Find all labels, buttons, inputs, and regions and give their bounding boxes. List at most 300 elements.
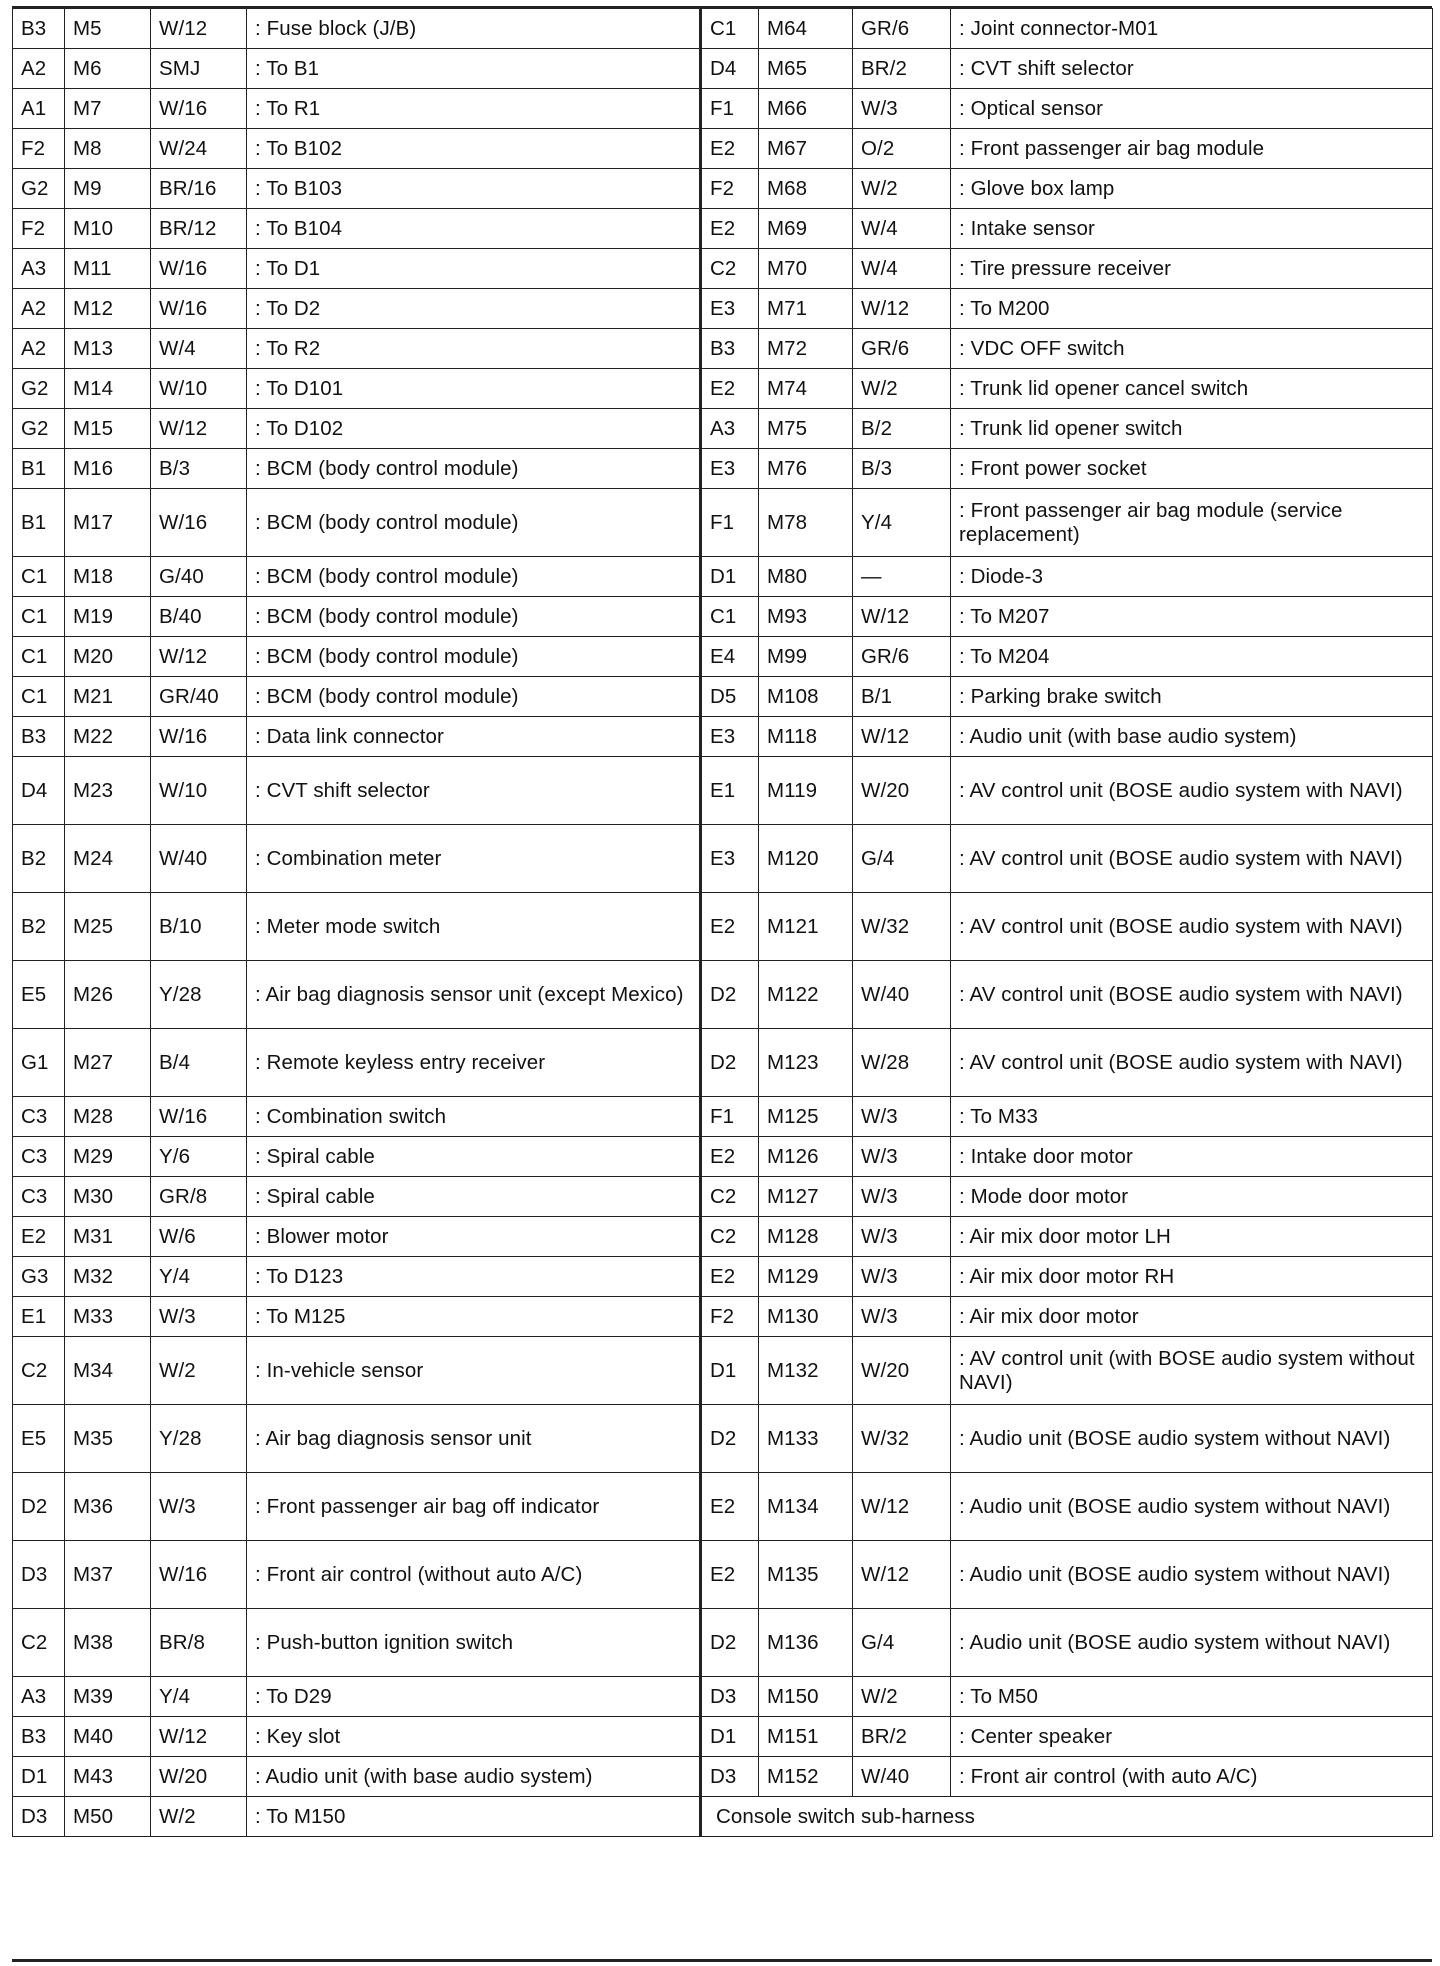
- left-connector-no-cell: M43: [65, 1757, 151, 1797]
- right-description-cell: : AV control unit (BOSE audio system with NAVI): [951, 825, 1433, 893]
- right-grid-ref-cell: F2: [701, 1297, 759, 1337]
- left-grid-ref-cell: B2: [13, 893, 65, 961]
- right-description-cell: : Air mix door motor RH: [951, 1257, 1433, 1297]
- left-grid-ref-cell: C3: [13, 1097, 65, 1137]
- right-color-pins-cell: G/4: [853, 825, 951, 893]
- right-description-cell: : To M200: [951, 289, 1433, 329]
- left-color-pins-cell: Y/28: [151, 1405, 247, 1473]
- right-connector-no-cell: M125: [759, 1097, 853, 1137]
- left-description-cell: : BCM (body control module): [247, 449, 701, 489]
- left-grid-ref-cell: B3: [13, 9, 65, 49]
- left-color-pins-cell: BR/8: [151, 1609, 247, 1677]
- left-description-cell: : To D2: [247, 289, 701, 329]
- right-description-cell: : To M50: [951, 1677, 1433, 1717]
- left-color-pins-cell: Y/4: [151, 1257, 247, 1297]
- right-color-pins-cell: W/3: [853, 1177, 951, 1217]
- left-connector-no-cell: M19: [65, 597, 151, 637]
- left-description-cell: : To B104: [247, 209, 701, 249]
- left-description-cell: : BCM (body control module): [247, 489, 701, 557]
- right-grid-ref-cell: D3: [701, 1757, 759, 1797]
- right-grid-ref-cell: E3: [701, 717, 759, 757]
- right-description-cell: : Joint connector-M01: [951, 9, 1433, 49]
- right-grid-ref-cell: D1: [701, 1717, 759, 1757]
- left-connector-no-cell: M23: [65, 757, 151, 825]
- left-color-pins-cell: B/3: [151, 449, 247, 489]
- right-color-pins-cell: GR/6: [853, 9, 951, 49]
- left-grid-ref-cell: G2: [13, 369, 65, 409]
- left-description-cell: : To D123: [247, 1257, 701, 1297]
- right-description-cell: : Center speaker: [951, 1717, 1433, 1757]
- table-row: [13, 1757, 1433, 1797]
- right-description-cell: : Front passenger air bag module (service replacement): [951, 489, 1433, 557]
- right-color-pins-cell: BR/2: [853, 49, 951, 89]
- left-connector-no-cell: M50: [65, 1797, 151, 1837]
- right-connector-no-cell: M130: [759, 1297, 853, 1337]
- left-connector-no-cell: M11: [65, 249, 151, 289]
- right-connector-no-cell: M120: [759, 825, 853, 893]
- left-connector-no-cell: M37: [65, 1541, 151, 1609]
- right-description-cell: : Audio unit (BOSE audio system without NAVI): [951, 1609, 1433, 1677]
- left-color-pins-cell: W/6: [151, 1217, 247, 1257]
- right-connector-no-cell: M128: [759, 1217, 853, 1257]
- left-grid-ref-cell: D4: [13, 757, 65, 825]
- right-color-pins-cell: W/3: [853, 1297, 951, 1337]
- left-grid-ref-cell: B3: [13, 717, 65, 757]
- right-grid-ref-cell: E3: [701, 449, 759, 489]
- right-grid-ref-cell: D2: [701, 1029, 759, 1097]
- right-connector-no-cell: M150: [759, 1677, 853, 1717]
- left-grid-ref-cell: D3: [13, 1797, 65, 1837]
- right-connector-no-cell: M72: [759, 329, 853, 369]
- right-connector-no-cell: M121: [759, 893, 853, 961]
- right-color-pins-cell: W/12: [853, 597, 951, 637]
- left-color-pins-cell: W/3: [151, 1297, 247, 1337]
- left-description-cell: : Combination switch: [247, 1097, 701, 1137]
- right-description-cell: : To M33: [951, 1097, 1433, 1137]
- right-connector-no-cell: M119: [759, 757, 853, 825]
- right-description-cell: : Air mix door motor LH: [951, 1217, 1433, 1257]
- table-row: [13, 329, 1433, 369]
- left-connector-no-cell: M28: [65, 1097, 151, 1137]
- left-grid-ref-cell: A2: [13, 289, 65, 329]
- left-color-pins-cell: W/16: [151, 489, 247, 557]
- table-row: [13, 677, 1433, 717]
- right-description-cell: : To M207: [951, 597, 1433, 637]
- right-color-pins-cell: B/1: [853, 677, 951, 717]
- left-grid-ref-cell: C1: [13, 637, 65, 677]
- left-color-pins-cell: Y/28: [151, 961, 247, 1029]
- table-row: [13, 1297, 1433, 1337]
- table-row: [13, 289, 1433, 329]
- table-row: [13, 49, 1433, 89]
- left-color-pins-cell: W/4: [151, 329, 247, 369]
- left-grid-ref-cell: B1: [13, 489, 65, 557]
- right-color-pins-cell: W/12: [853, 289, 951, 329]
- right-connector-no-cell: M67: [759, 129, 853, 169]
- right-description-cell: : Front air control (with auto A/C): [951, 1757, 1433, 1797]
- right-grid-ref-cell: E1: [701, 757, 759, 825]
- left-color-pins-cell: GR/8: [151, 1177, 247, 1217]
- right-color-pins-cell: W/40: [853, 961, 951, 1029]
- right-description-cell: : AV control unit (BOSE audio system with NAVI): [951, 757, 1433, 825]
- left-connector-no-cell: M7: [65, 89, 151, 129]
- left-grid-ref-cell: A3: [13, 249, 65, 289]
- left-description-cell: : To M125: [247, 1297, 701, 1337]
- table-row: [13, 1473, 1433, 1541]
- connector-table: [12, 8, 1433, 1837]
- left-color-pins-cell: B/4: [151, 1029, 247, 1097]
- table-row: [13, 717, 1433, 757]
- right-description-cell: : VDC OFF switch: [951, 329, 1433, 369]
- right-color-pins-cell: W/3: [853, 1097, 951, 1137]
- left-description-cell: : Air bag diagnosis sensor unit: [247, 1405, 701, 1473]
- right-connector-no-cell: M123: [759, 1029, 853, 1097]
- right-grid-ref-cell: F1: [701, 1097, 759, 1137]
- left-grid-ref-cell: A1: [13, 89, 65, 129]
- left-grid-ref-cell: C3: [13, 1177, 65, 1217]
- table-row: [13, 409, 1433, 449]
- right-connector-no-cell: M80: [759, 557, 853, 597]
- right-grid-ref-cell: D4: [701, 49, 759, 89]
- left-color-pins-cell: W/24: [151, 129, 247, 169]
- table-row: [13, 89, 1433, 129]
- right-color-pins-cell: O/2: [853, 129, 951, 169]
- right-color-pins-cell: —: [853, 557, 951, 597]
- right-grid-ref-cell: A3: [701, 409, 759, 449]
- left-connector-no-cell: M22: [65, 717, 151, 757]
- right-grid-ref-cell: E2: [701, 209, 759, 249]
- left-grid-ref-cell: F2: [13, 129, 65, 169]
- left-description-cell: : To D29: [247, 1677, 701, 1717]
- right-grid-ref-cell: F1: [701, 489, 759, 557]
- left-grid-ref-cell: E1: [13, 1297, 65, 1337]
- right-grid-ref-cell: D1: [701, 557, 759, 597]
- right-connector-no-cell: M132: [759, 1337, 853, 1405]
- left-color-pins-cell: Y/6: [151, 1137, 247, 1177]
- left-color-pins-cell: B/10: [151, 893, 247, 961]
- right-connector-no-cell: M134: [759, 1473, 853, 1541]
- right-grid-ref-cell: D2: [701, 1405, 759, 1473]
- right-grid-ref-cell: E3: [701, 289, 759, 329]
- left-color-pins-cell: W/16: [151, 249, 247, 289]
- left-grid-ref-cell: D1: [13, 1757, 65, 1797]
- right-connector-no-cell: M71: [759, 289, 853, 329]
- right-color-pins-cell: W/3: [853, 1137, 951, 1177]
- right-grid-ref-cell: C2: [701, 1217, 759, 1257]
- right-grid-ref-cell: E2: [701, 893, 759, 961]
- right-connector-no-cell: M129: [759, 1257, 853, 1297]
- right-color-pins-cell: BR/2: [853, 1717, 951, 1757]
- left-color-pins-cell: W/10: [151, 369, 247, 409]
- left-grid-ref-cell: G3: [13, 1257, 65, 1297]
- left-connector-no-cell: M29: [65, 1137, 151, 1177]
- left-connector-no-cell: M16: [65, 449, 151, 489]
- table-row: [13, 597, 1433, 637]
- right-color-pins-cell: W/3: [853, 1217, 951, 1257]
- right-grid-ref-cell: E2: [701, 129, 759, 169]
- left-grid-ref-cell: D3: [13, 1541, 65, 1609]
- left-grid-ref-cell: G2: [13, 409, 65, 449]
- table-row: [13, 209, 1433, 249]
- right-description-cell: : AV control unit (with BOSE audio system without NAVI): [951, 1337, 1433, 1405]
- right-color-pins-cell: W/32: [853, 893, 951, 961]
- left-color-pins-cell: W/40: [151, 825, 247, 893]
- left-connector-no-cell: M13: [65, 329, 151, 369]
- left-description-cell: : To D1: [247, 249, 701, 289]
- left-connector-no-cell: M24: [65, 825, 151, 893]
- right-color-pins-cell: W/12: [853, 1473, 951, 1541]
- right-color-pins-cell: W/20: [853, 1337, 951, 1405]
- left-connector-no-cell: M40: [65, 1717, 151, 1757]
- table-row: [13, 1677, 1433, 1717]
- left-connector-no-cell: M27: [65, 1029, 151, 1097]
- left-description-cell: : To M150: [247, 1797, 701, 1837]
- right-description-cell: : Audio unit (BOSE audio system without NAVI): [951, 1541, 1433, 1609]
- right-color-pins-cell: B/3: [853, 449, 951, 489]
- table-row: [13, 129, 1433, 169]
- left-description-cell: : To B102: [247, 129, 701, 169]
- table-row: [13, 369, 1433, 409]
- right-description-cell: : Optical sensor: [951, 89, 1433, 129]
- left-description-cell: : Blower motor: [247, 1217, 701, 1257]
- left-description-cell: : In-vehicle sensor: [247, 1337, 701, 1405]
- table-row: [13, 1541, 1433, 1609]
- right-description-cell: : Front power socket: [951, 449, 1433, 489]
- right-grid-ref-cell: E2: [701, 1541, 759, 1609]
- table-row: [13, 249, 1433, 289]
- left-description-cell: : Front air control (without auto A/C): [247, 1541, 701, 1609]
- left-description-cell: : BCM (body control module): [247, 557, 701, 597]
- left-grid-ref-cell: A3: [13, 1677, 65, 1717]
- left-color-pins-cell: B/40: [151, 597, 247, 637]
- right-description-cell: : Intake door motor: [951, 1137, 1433, 1177]
- right-color-pins-cell: W/12: [853, 1541, 951, 1609]
- right-connector-no-cell: M68: [759, 169, 853, 209]
- right-description-cell: : Audio unit (BOSE audio system without NAVI): [951, 1473, 1433, 1541]
- table-row: [13, 1097, 1433, 1137]
- left-color-pins-cell: GR/40: [151, 677, 247, 717]
- left-description-cell: : Spiral cable: [247, 1177, 701, 1217]
- right-description-cell: : To M204: [951, 637, 1433, 677]
- table-row: [13, 637, 1433, 677]
- table-row: [13, 1797, 1433, 1837]
- left-color-pins-cell: W/12: [151, 9, 247, 49]
- left-grid-ref-cell: C3: [13, 1137, 65, 1177]
- left-color-pins-cell: G/40: [151, 557, 247, 597]
- left-connector-no-cell: M33: [65, 1297, 151, 1337]
- right-description-cell: : Tire pressure receiver: [951, 249, 1433, 289]
- left-connector-no-cell: M25: [65, 893, 151, 961]
- right-color-pins-cell: W/32: [853, 1405, 951, 1473]
- left-grid-ref-cell: B1: [13, 449, 65, 489]
- right-description-cell: : Parking brake switch: [951, 677, 1433, 717]
- right-description-cell: : Trunk lid opener switch: [951, 409, 1433, 449]
- left-grid-ref-cell: C1: [13, 557, 65, 597]
- right-description-cell: : Audio unit (BOSE audio system without NAVI): [951, 1405, 1433, 1473]
- left-connector-no-cell: M8: [65, 129, 151, 169]
- right-description-cell: : AV control unit (BOSE audio system with NAVI): [951, 1029, 1433, 1097]
- right-color-pins-cell: G/4: [853, 1609, 951, 1677]
- right-connector-no-cell: M66: [759, 89, 853, 129]
- table-row: [13, 9, 1433, 49]
- left-color-pins-cell: W/2: [151, 1797, 247, 1837]
- right-grid-ref-cell: F2: [701, 169, 759, 209]
- left-connector-no-cell: M26: [65, 961, 151, 1029]
- right-grid-ref-cell: E3: [701, 825, 759, 893]
- left-grid-ref-cell: C2: [13, 1609, 65, 1677]
- left-grid-ref-cell: C1: [13, 677, 65, 717]
- left-color-pins-cell: W/12: [151, 637, 247, 677]
- right-description-cell: : Air mix door motor: [951, 1297, 1433, 1337]
- connector-table-body: [13, 9, 1433, 1837]
- left-connector-no-cell: M31: [65, 1217, 151, 1257]
- bottom-border: [12, 1959, 1432, 1962]
- right-color-pins-cell: W/4: [853, 249, 951, 289]
- right-connector-no-cell: M152: [759, 1757, 853, 1797]
- left-description-cell: : Air bag diagnosis sensor unit (except Mexico): [247, 961, 701, 1029]
- left-connector-no-cell: M32: [65, 1257, 151, 1297]
- right-color-pins-cell: W/2: [853, 1677, 951, 1717]
- left-color-pins-cell: BR/12: [151, 209, 247, 249]
- right-grid-ref-cell: F1: [701, 89, 759, 129]
- left-description-cell: : Remote keyless entry receiver: [247, 1029, 701, 1097]
- left-connector-no-cell: M21: [65, 677, 151, 717]
- left-grid-ref-cell: B3: [13, 1717, 65, 1757]
- right-connector-no-cell: M64: [759, 9, 853, 49]
- left-grid-ref-cell: F2: [13, 209, 65, 249]
- left-color-pins-cell: W/3: [151, 1473, 247, 1541]
- left-connector-no-cell: M39: [65, 1677, 151, 1717]
- right-grid-ref-cell: E2: [701, 369, 759, 409]
- right-description-cell: : Glove box lamp: [951, 169, 1433, 209]
- left-grid-ref-cell: E5: [13, 961, 65, 1029]
- right-grid-ref-cell: C1: [701, 9, 759, 49]
- left-color-pins-cell: W/16: [151, 717, 247, 757]
- left-description-cell: : BCM (body control module): [247, 677, 701, 717]
- left-connector-no-cell: M5: [65, 9, 151, 49]
- left-description-cell: : To D101: [247, 369, 701, 409]
- table-row: [13, 825, 1433, 893]
- left-connector-no-cell: M34: [65, 1337, 151, 1405]
- right-connector-no-cell: M75: [759, 409, 853, 449]
- left-description-cell: : To B1: [247, 49, 701, 89]
- table-row: [13, 1257, 1433, 1297]
- left-connector-no-cell: M20: [65, 637, 151, 677]
- right-color-pins-cell: W/2: [853, 169, 951, 209]
- left-connector-no-cell: M10: [65, 209, 151, 249]
- left-connector-no-cell: M38: [65, 1609, 151, 1677]
- left-connector-no-cell: M35: [65, 1405, 151, 1473]
- left-connector-no-cell: M6: [65, 49, 151, 89]
- left-grid-ref-cell: A2: [13, 49, 65, 89]
- left-description-cell: : To D102: [247, 409, 701, 449]
- left-description-cell: : To R1: [247, 89, 701, 129]
- right-grid-ref-cell: C2: [701, 249, 759, 289]
- right-grid-ref-cell: E4: [701, 637, 759, 677]
- left-color-pins-cell: W/20: [151, 1757, 247, 1797]
- left-color-pins-cell: W/12: [151, 409, 247, 449]
- left-color-pins-cell: SMJ: [151, 49, 247, 89]
- right-grid-ref-cell: D2: [701, 1609, 759, 1677]
- left-connector-no-cell: M15: [65, 409, 151, 449]
- right-grid-ref-cell: C1: [701, 597, 759, 637]
- right-color-pins-cell: W/12: [853, 717, 951, 757]
- left-connector-no-cell: M18: [65, 557, 151, 597]
- table-row: [13, 1029, 1433, 1097]
- table-row: [13, 449, 1433, 489]
- left-description-cell: : Key slot: [247, 1717, 701, 1757]
- table-row: [13, 1177, 1433, 1217]
- right-connector-no-cell: M99: [759, 637, 853, 677]
- table-row: [13, 1337, 1433, 1405]
- right-description-cell: : Trunk lid opener cancel switch: [951, 369, 1433, 409]
- left-description-cell: : Front passenger air bag off indicator: [247, 1473, 701, 1541]
- right-color-pins-cell: GR/6: [853, 637, 951, 677]
- right-grid-ref-cell: D5: [701, 677, 759, 717]
- right-color-pins-cell: B/2: [853, 409, 951, 449]
- left-description-cell: : Fuse block (J/B): [247, 9, 701, 49]
- left-description-cell: : BCM (body control module): [247, 637, 701, 677]
- right-connector-no-cell: M76: [759, 449, 853, 489]
- table-row: [13, 1217, 1433, 1257]
- right-grid-ref-cell: C2: [701, 1177, 759, 1217]
- right-connector-no-cell: M65: [759, 49, 853, 89]
- right-connector-no-cell: M136: [759, 1609, 853, 1677]
- table-row: [13, 557, 1433, 597]
- right-color-pins-cell: W/3: [853, 1257, 951, 1297]
- right-connector-no-cell: M135: [759, 1541, 853, 1609]
- left-connector-no-cell: M36: [65, 1473, 151, 1541]
- right-color-pins-cell: W/40: [853, 1757, 951, 1797]
- left-connector-no-cell: M14: [65, 369, 151, 409]
- right-description-cell: : Diode-3: [951, 557, 1433, 597]
- left-description-cell: : Meter mode switch: [247, 893, 701, 961]
- right-grid-ref-cell: D3: [701, 1677, 759, 1717]
- right-description-cell: : Front passenger air bag module: [951, 129, 1433, 169]
- left-color-pins-cell: W/16: [151, 1097, 247, 1137]
- left-grid-ref-cell: C1: [13, 597, 65, 637]
- table-row: [13, 1137, 1433, 1177]
- left-description-cell: : To B103: [247, 169, 701, 209]
- right-description-cell: : AV control unit (BOSE audio system with NAVI): [951, 893, 1433, 961]
- right-connector-no-cell: M69: [759, 209, 853, 249]
- left-description-cell: : To R2: [247, 329, 701, 369]
- table-row: [13, 1609, 1433, 1677]
- left-color-pins-cell: W/16: [151, 289, 247, 329]
- left-color-pins-cell: W/12: [151, 1717, 247, 1757]
- right-connector-no-cell: M122: [759, 961, 853, 1029]
- table-row: [13, 961, 1433, 1029]
- left-grid-ref-cell: A2: [13, 329, 65, 369]
- table-row: [13, 169, 1433, 209]
- left-grid-ref-cell: G1: [13, 1029, 65, 1097]
- right-description-cell: : Mode door motor: [951, 1177, 1433, 1217]
- left-description-cell: : Combination meter: [247, 825, 701, 893]
- right-color-pins-cell: W/2: [853, 369, 951, 409]
- left-description-cell: : BCM (body control module): [247, 597, 701, 637]
- right-connector-no-cell: M93: [759, 597, 853, 637]
- left-color-pins-cell: W/16: [151, 89, 247, 129]
- right-grid-ref-cell: D2: [701, 961, 759, 1029]
- right-description-cell: : Audio unit (with base audio system): [951, 717, 1433, 757]
- left-description-cell: : CVT shift selector: [247, 757, 701, 825]
- right-color-pins-cell: GR/6: [853, 329, 951, 369]
- left-color-pins-cell: W/2: [151, 1337, 247, 1405]
- left-description-cell: : Push-button ignition switch: [247, 1609, 701, 1677]
- right-description-cell: : Intake sensor: [951, 209, 1433, 249]
- right-grid-ref-cell: B3: [701, 329, 759, 369]
- right-connector-no-cell: M70: [759, 249, 853, 289]
